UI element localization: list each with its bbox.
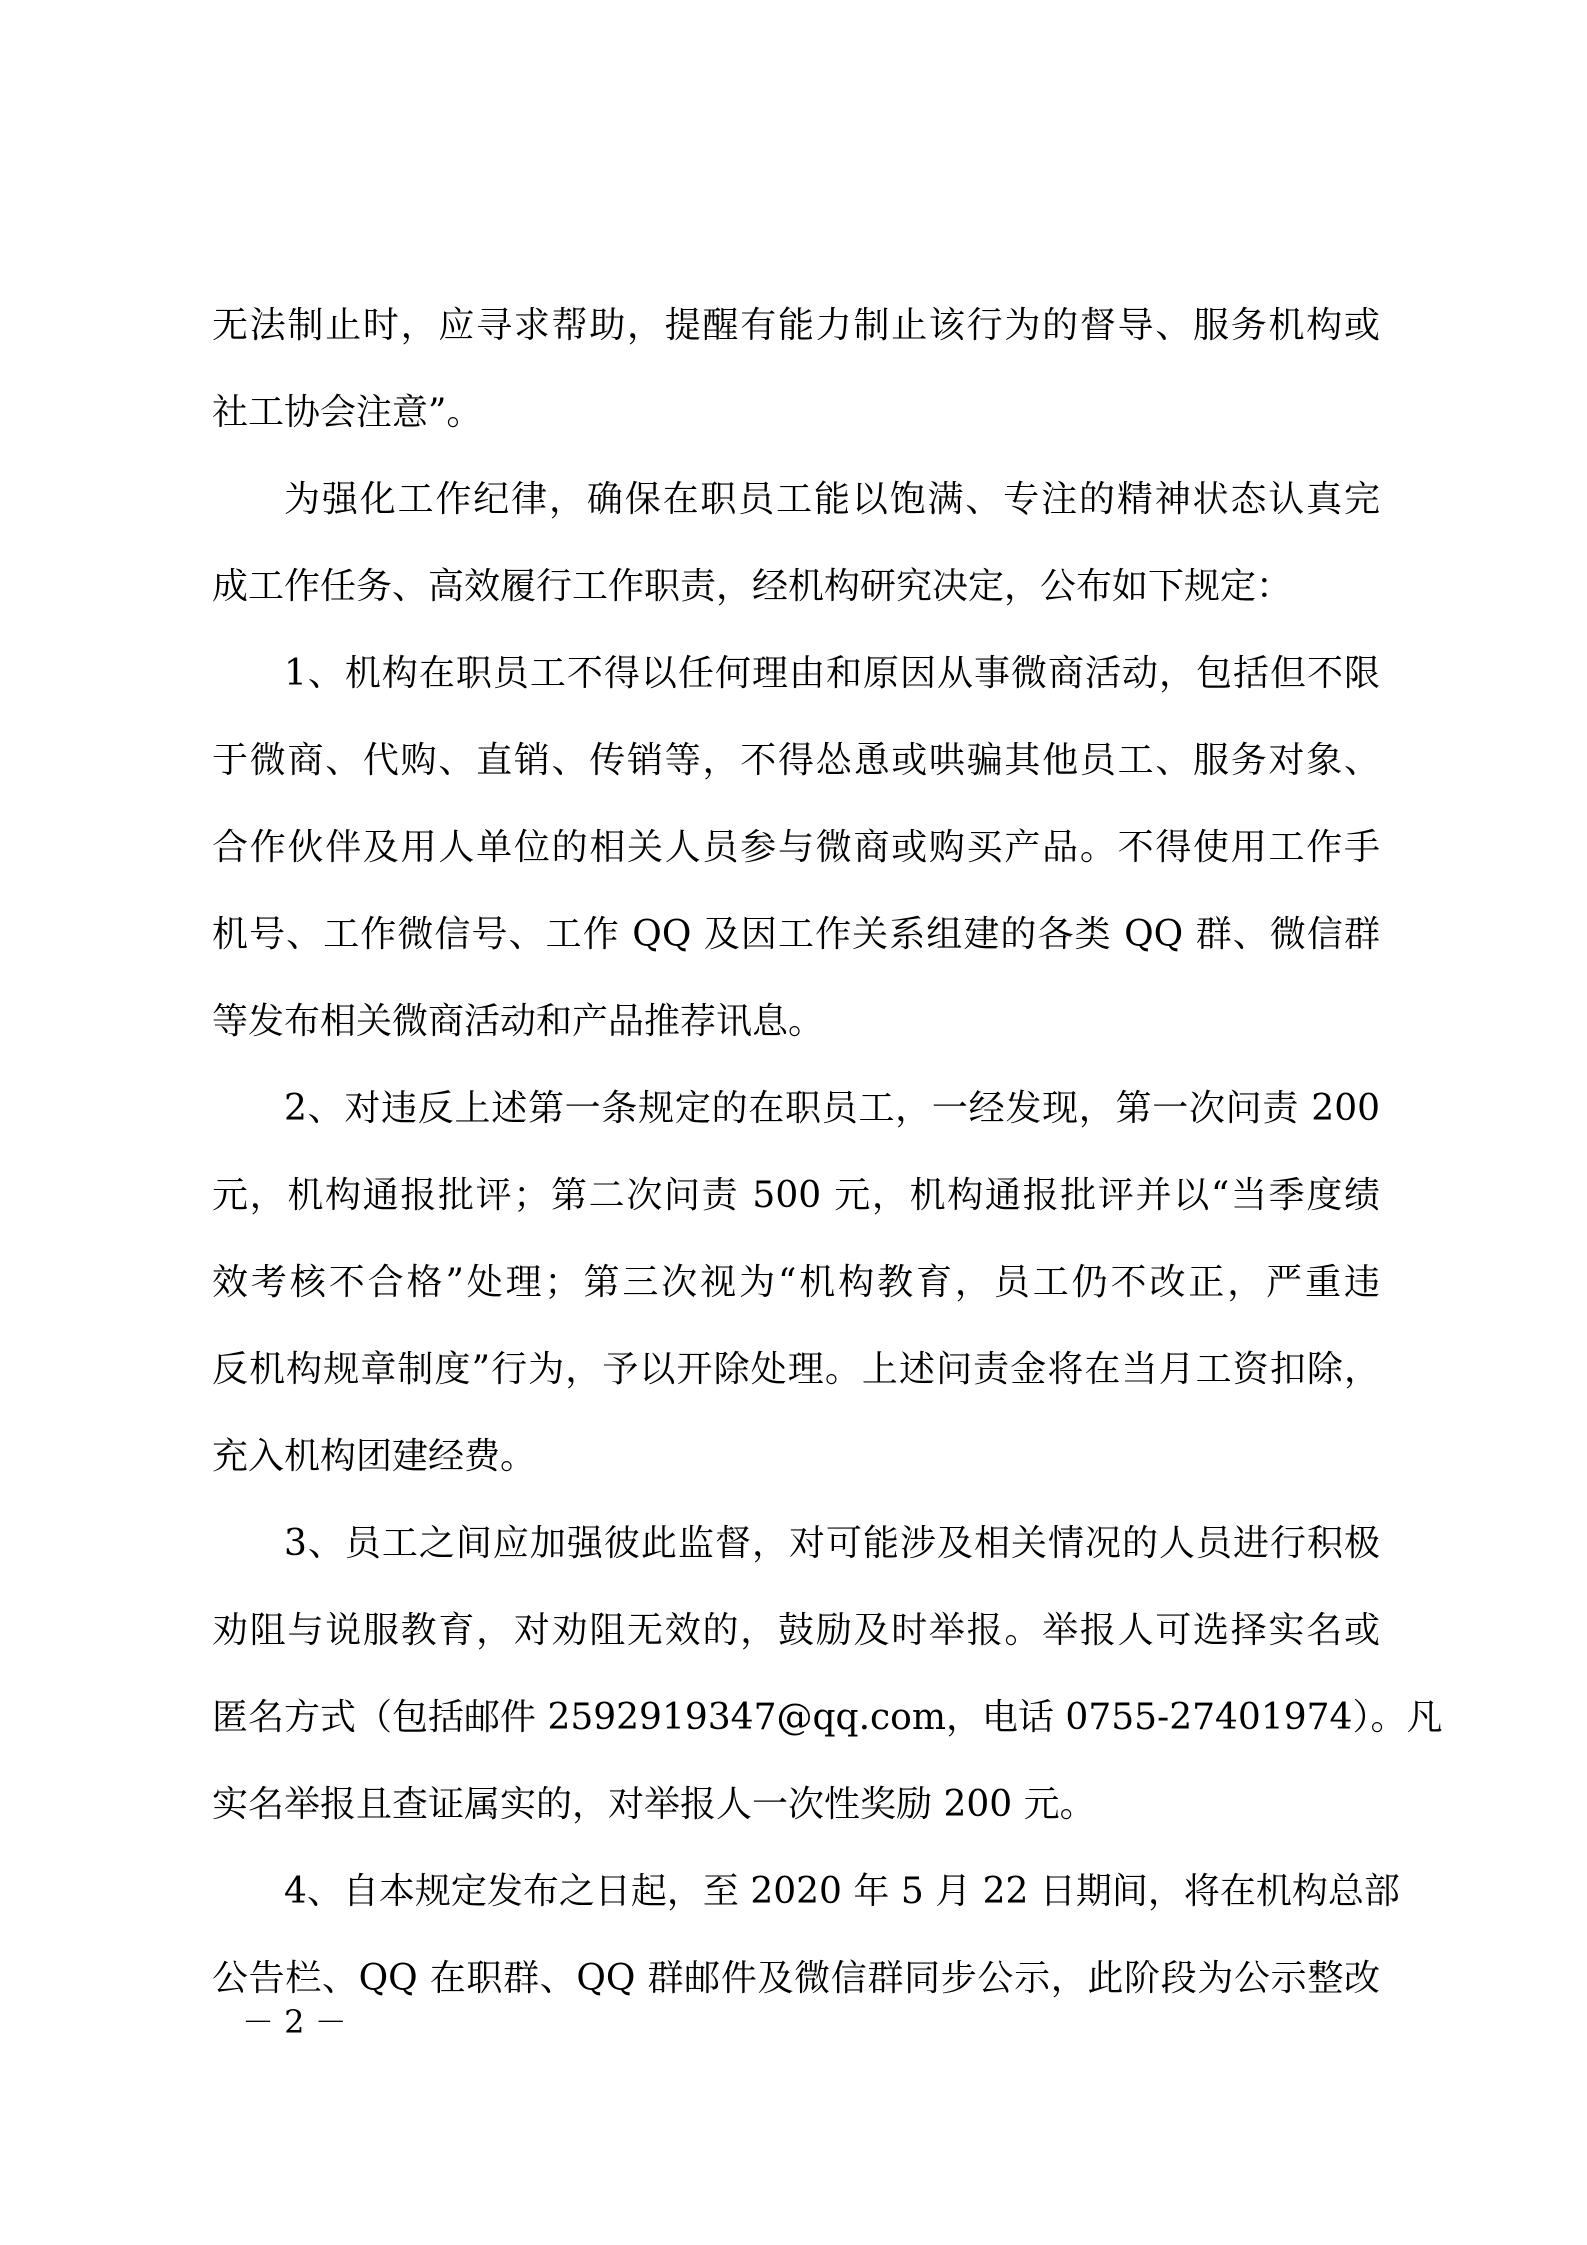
text-line: 劝阻与说服教育，对劝阻无效的，鼓励及时举报。举报人可选择实名或 [212, 1610, 1380, 1651]
text-line: 机号、工作微信号、工作 QQ 及因工作关系组建的各类 QQ 群、微信群 [212, 914, 1380, 955]
text-line: 匿名方式（包括邮件 2592919347@qq.com，电话 0755-27401974）。凡 [212, 1697, 1443, 1738]
paragraph-start-line: 1、机构在职员工不得以任何理由和原因从事微商活动，包括但不限 [284, 653, 1380, 694]
text-line: 等发布相关微商活动和产品推荐讯息。 [212, 1001, 825, 1042]
text-line: 元，机构通报批评；第二次问责 500 元，机构通报批评并以“当季度绩 [212, 1175, 1380, 1216]
text-line: 效考核不合格”处理；第三次视为“机构教育，员工仍不改正，严重违 [212, 1262, 1380, 1303]
text-line: 合作伙伴及用人单位的相关人员参与微商或购买产品。不得使用工作手 [212, 827, 1380, 868]
document-body [212, 282, 1443, 2022]
paragraph-start-line: 为强化工作纪律，确保在职员工能以饱满、专注的精神状态认真完 [284, 479, 1380, 520]
text-line: 成工作任务、高效履行工作职责，经机构研究决定，公布如下规定： [212, 566, 1293, 607]
text-line: 公告栏、QQ 在职群、QQ 群邮件及微信群同步公示，此阶段为公示整改 [212, 1958, 1380, 1999]
page-number: － 2 － [242, 2003, 347, 2041]
paragraph-start-line: 2、对违反上述第一条规定的在职员工，一经发现，第一次问责 200 [284, 1088, 1380, 1129]
text-line: 反机构规章制度”行为，予以开除处理。上述问责金将在当月工资扣除， [212, 1349, 1380, 1390]
text-line: 充入机构团建经费。 [212, 1436, 537, 1477]
text-line: 于微商、代购、直销、传销等，不得怂恿或哄骗其他员工、服务对象、 [212, 740, 1380, 781]
paragraph-start-line: 4、自本规定发布之日起，至 2020 年 5 月 22 日期间，将在机构总部 [284, 1871, 1400, 1912]
text-line: 无法制止时，应寻求帮助，提醒有能力制止该行为的督导、服务机构或 [212, 305, 1380, 346]
text-line: 实名举报且查证属实的，对举报人一次性奖励 200 元。 [212, 1784, 1096, 1825]
paragraph-start-line: 3、员工之间应加强彼此监督，对可能涉及相关情况的人员进行积极 [284, 1523, 1380, 1564]
text-line: 社工协会注意”。 [212, 392, 483, 433]
